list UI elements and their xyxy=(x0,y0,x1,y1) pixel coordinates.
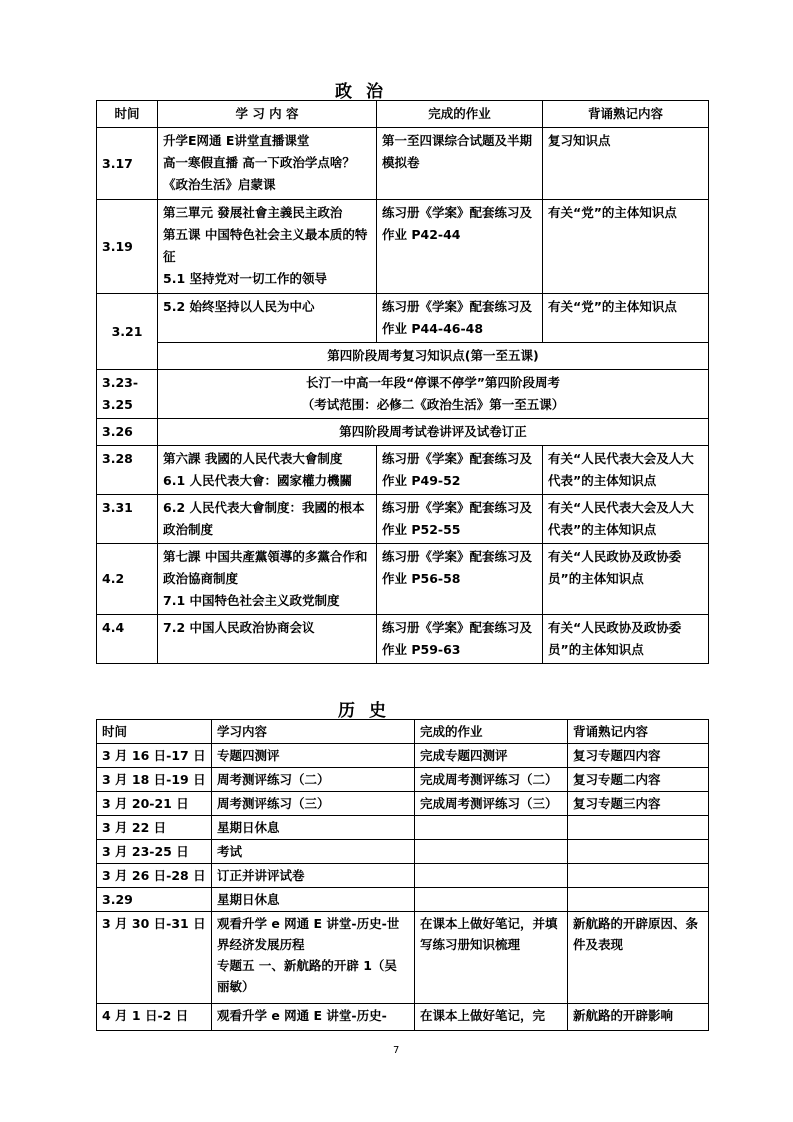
row-note: 长汀一中高一年段“停课不停学”第四阶段周考 （考试范围：必修二《政治生活》第一至五课） xyxy=(158,370,709,419)
row-homework: 完成周考测评练习（三） xyxy=(415,792,568,816)
row-date: 3.17 xyxy=(97,128,158,200)
row-date: 4 月 1 日-2 日 xyxy=(97,1004,212,1031)
row-homework xyxy=(415,816,568,840)
row-date: 3 月 23-25 日 xyxy=(97,840,212,864)
row-date: 3 月 30 日-31 日 xyxy=(97,912,212,1004)
table-row xyxy=(97,343,709,370)
row-recite: 有关“人民政协及政协委员”的主体知识点 xyxy=(543,615,709,664)
row-content: 订正并讲评试卷 xyxy=(212,864,415,888)
header-recite: 背诵熟记内容 xyxy=(543,101,709,128)
table-row xyxy=(97,888,709,912)
header-date: 时间 xyxy=(97,101,158,128)
row-content: 第六課 我國的人民代表大會制度 6.1 人民代表大會：國家權力機關 xyxy=(158,446,377,495)
row-homework: 完成周考测评练习（二） xyxy=(415,768,568,792)
table-row xyxy=(97,864,709,888)
row-recite: 有关“人民代表大会及人大代表”的主体知识点 xyxy=(543,446,709,495)
row-date: 4.2 xyxy=(97,544,158,615)
table-row xyxy=(97,446,709,495)
row-date: 4.4 xyxy=(97,615,158,664)
row-content: 专题四测评 xyxy=(212,744,415,768)
table-row xyxy=(97,370,709,419)
row-content: 第三單元 發展社會主義民主政治 第五课 中国特色社会主义最本质的特征 5.1 坚持党对一切工作的领导 xyxy=(158,200,377,294)
row-date: 3 月 18 日-19 日 xyxy=(97,768,212,792)
row-homework: 练习册《学案》配套练习及作业 P49-52 xyxy=(377,446,543,495)
row-homework: 在课本上做好笔记，完 xyxy=(415,1004,568,1031)
row-homework xyxy=(415,840,568,864)
row-date: 3 月 26 日-28 日 xyxy=(97,864,212,888)
table-row xyxy=(97,768,709,792)
row-date: 3.23- 3.25 xyxy=(97,370,158,419)
row-note: 第四阶段周考试卷讲评及试卷订正 xyxy=(158,419,709,446)
table-row xyxy=(97,912,709,1004)
row-recite: 复习专题三内容 xyxy=(568,792,709,816)
table-row xyxy=(97,200,709,294)
table-row xyxy=(97,544,709,615)
header-recite: 背诵熟记内容 xyxy=(568,720,709,744)
row-date: 3.19 xyxy=(97,200,158,294)
row-homework: 在课本上做好笔记，并填写练习册知识梳理 xyxy=(415,912,568,1004)
row-homework xyxy=(415,888,568,912)
row-content: 观看升学 e 网通 E 讲堂-历史- xyxy=(212,1004,415,1031)
table-row xyxy=(97,744,709,768)
row-content: 周考测评练习（二） xyxy=(212,768,415,792)
row-content: 星期日休息 xyxy=(212,816,415,840)
row-content: 观看升学 e 网通 E 讲堂-历史-世界经济发展历程 专题五 一、新航路的开辟 1（吴丽敏） xyxy=(212,912,415,1004)
row-date: 3 月 16 日-17 日 xyxy=(97,744,212,768)
table-row xyxy=(97,419,709,446)
page-number: 7 xyxy=(393,1045,400,1056)
table-row xyxy=(97,294,709,343)
table-row xyxy=(97,128,709,200)
row-homework: 第一至四课综合试题及半期模拟卷 xyxy=(377,128,543,200)
header-content: 学 习 内 容 xyxy=(158,101,377,128)
row-homework xyxy=(415,864,568,888)
row-recite: 有关“人民代表大会及人大代表”的主体知识点 xyxy=(543,495,709,544)
row-date: 3.21 xyxy=(97,294,158,370)
row-recite xyxy=(568,840,709,864)
row-homework: 练习册《学案》配套练习及作业 P44-46-48 xyxy=(377,294,543,343)
row-content: 升学E网通 E讲堂直播课堂 高一寒假直播 高一下政治学点啥？《政治生活》启蒙课 xyxy=(158,128,377,200)
row-homework: 完成专题四测评 xyxy=(415,744,568,768)
row-note: 第四阶段周考复习知识点(第一至五课) xyxy=(158,343,709,370)
politics-table xyxy=(96,100,709,664)
row-recite: 有关“党”的主体知识点 xyxy=(543,294,709,343)
row-date: 3.26 xyxy=(97,419,158,446)
row-content: 6.2 人民代表大會制度：我國的根本政治制度 xyxy=(158,495,377,544)
history-table xyxy=(96,719,709,1031)
row-homework: 练习册《学案》配套练习及作业 P56-58 xyxy=(377,544,543,615)
row-date: 3 月 22 日 xyxy=(97,816,212,840)
row-content: 第七課 中国共產黨領導的多黨合作和政治協商制度 7.1 中国特色社会主义政党制度 xyxy=(158,544,377,615)
row-recite: 复习专题四内容 xyxy=(568,744,709,768)
header-date: 时间 xyxy=(97,720,212,744)
row-homework: 练习册《学案》配套练习及作业 P52-55 xyxy=(377,495,543,544)
row-content: 7.2 中国人民政治协商会议 xyxy=(158,615,377,664)
row-content: 考试 xyxy=(212,840,415,864)
row-recite: 有关“党”的主体知识点 xyxy=(543,200,709,294)
table-row xyxy=(97,615,709,664)
row-homework: 练习册《学案》配套练习及作业 P42-44 xyxy=(377,200,543,294)
table-row xyxy=(97,840,709,864)
table-row xyxy=(97,816,709,840)
row-date: 3.31 xyxy=(97,495,158,544)
politics-title: 政治 xyxy=(335,82,397,102)
row-content: 5.2 始终坚持以人民为中心 xyxy=(158,294,377,343)
row-recite xyxy=(568,864,709,888)
row-date: 3.28 xyxy=(97,446,158,495)
row-content: 周考测评练习（三） xyxy=(212,792,415,816)
row-recite xyxy=(568,816,709,840)
header-content: 学习内容 xyxy=(212,720,415,744)
header-homework: 完成的作业 xyxy=(415,720,568,744)
row-recite: 新航路的开辟原因、条件及表现 xyxy=(568,912,709,1004)
row-recite: 复习专题二内容 xyxy=(568,768,709,792)
row-date: 3.29 xyxy=(97,888,212,912)
row-recite: 有关“人民政协及政协委员”的主体知识点 xyxy=(543,544,709,615)
table-row xyxy=(97,1004,709,1031)
table-row xyxy=(97,495,709,544)
row-recite xyxy=(568,888,709,912)
row-content: 星期日休息 xyxy=(212,888,415,912)
row-homework: 练习册《学案》配套练习及作业 P59-63 xyxy=(377,615,543,664)
row-recite: 复习知识点 xyxy=(543,128,709,200)
row-recite: 新航路的开辟影响 xyxy=(568,1004,709,1031)
history-title: 历史 xyxy=(338,701,400,721)
table-row xyxy=(97,792,709,816)
header-homework: 完成的作业 xyxy=(377,101,543,128)
row-date: 3 月 20-21 日 xyxy=(97,792,212,816)
